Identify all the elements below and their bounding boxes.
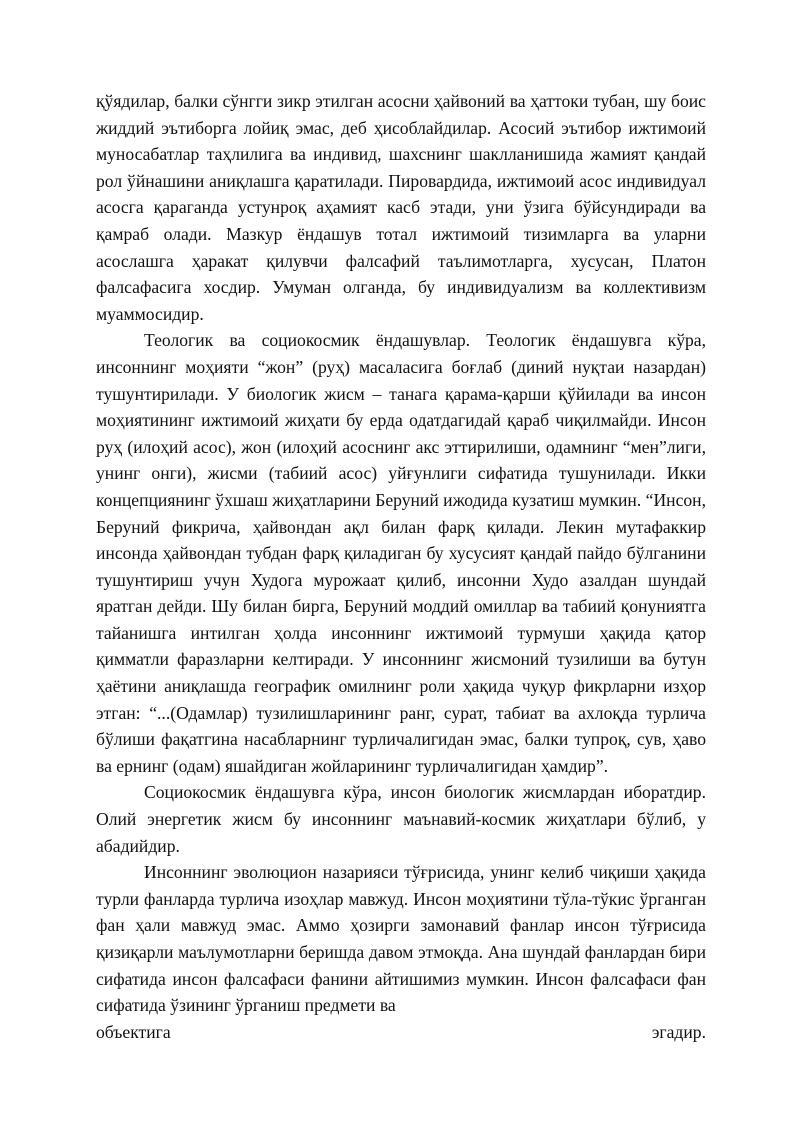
last-line-right-word: эгадир. xyxy=(651,1021,706,1042)
paragraph-2: Теологик ва социокосмик ёндашувлар. Теологик ёндашувга кўра, инсоннинг моҳияти “жон” (руҳ) масаласига боғлаб (диний нуқтаи назардан) тушунтирилади. У биологик жисм – танага қарама-қарши қўйилади ва инсон моҳиятининг ижтимоий жиҳати бу ерда одатдагидай қараб чиқилмайди. Инсон руҳ (илоҳий асос), жон (илоҳий асоснинг акс эттирилиши, одамнинг “мен”лиги, унинг онги), жисми (табиий асос) уйғунлиги сифатида тушунилади. Икки концепциянинг ўхшаш жиҳатларини Беруний ижодида кузатиш мумкин. “Инсон, Беруний фикрича, ҳайвондан ақл билан фарқ қилади. Лекин мутафаккир инсонда ҳайвондан тубдан фарқ қиладиган бу хусусият қандай пайдо бўлганини тушунтириш учун Худога мурожаат қилиб, инсонни Худо азалдан шундай яратган дейди. Шу билан бирга, Беруний моддий омиллар ва табиий қонуниятга тайанишга интилган ҳолда инсоннинг ижтимоий турмуши ҳақида қатор қимматли фаразларни келтиради. У инсоннинг жисмоний тузилиши ва бутун ҳаётини аниқлашда географик омилнинг роли ҳақида чуқур фикрларни изҳор этган: “...(Одамлар) тузилишларининг ранг, сурат, табиат ва ахлоқда турлича бўлиши фақатгина насабларнинг турличалигидан эмас, балки тупроқ, сув, ҳаво ва ернинг (одам) яшайдиган жойларининг турличалигидан ҳамдир”. xyxy=(96,330,706,776)
last-line-left-word: объектига xyxy=(96,1021,171,1042)
paragraph-4-last-line xyxy=(96,1019,706,1046)
paragraph-1: қўядилар, балки сўнгги зикр этилган асосни ҳайвоний ва ҳаттоки тубан, шу боис жиддий эътиборга лойиқ эмас, деб ҳисоблайдилар. Асосий эътибор ижтимоий муносабатлар таҳлилига ва индивид, шахснинг шаклланишида жамият қандай рол ўйнашини аниқлашга қаратилади. Пировардида, ижтимоий асос индивидуал асосга қараганда устунроқ аҳамият касб этади, уни ўзига бўйсундиради ва қамраб олади. Мазкур ёндашув тотал ижтимоий тизимларга ва уларни асослашга ҳаракат қилувчи фалсафий таълимотларга, хусусан, Платон фалсафасига хосдир. Умуман олганда, бу индивидуализм ва коллективизм муаммосидир. xyxy=(96,91,706,324)
paragraph-3: Социокосмик ёндашувга кўра, инсон биологик жисмлардан иборатдир. Олий энергетик жисм бу инсоннинг маънавий-космик жиҳатлари бўлиб, у абадийдир. xyxy=(96,782,706,856)
paragraph-4: Инсоннинг эволюцион назарияси тўғрисида, унинг келиб чиқиши ҳақида турли фанларда турлича изоҳлар мавжуд. Инсон моҳиятини тўла-тўкис ўрганган фан ҳали мавжуд эмас. Аммо ҳозирги замонавий фанлар инсон тўғрисида қизиқарли маълумотларни беришда давом этмоқда. Ана шундай фанлардан бири сифатида инсон фалсафаси фанини айтишимиз мумкин. Инсон фалсафаси фан сифатида ўзининг ўрганиш предмети ва xyxy=(96,862,706,1016)
document-page xyxy=(96,88,706,1045)
